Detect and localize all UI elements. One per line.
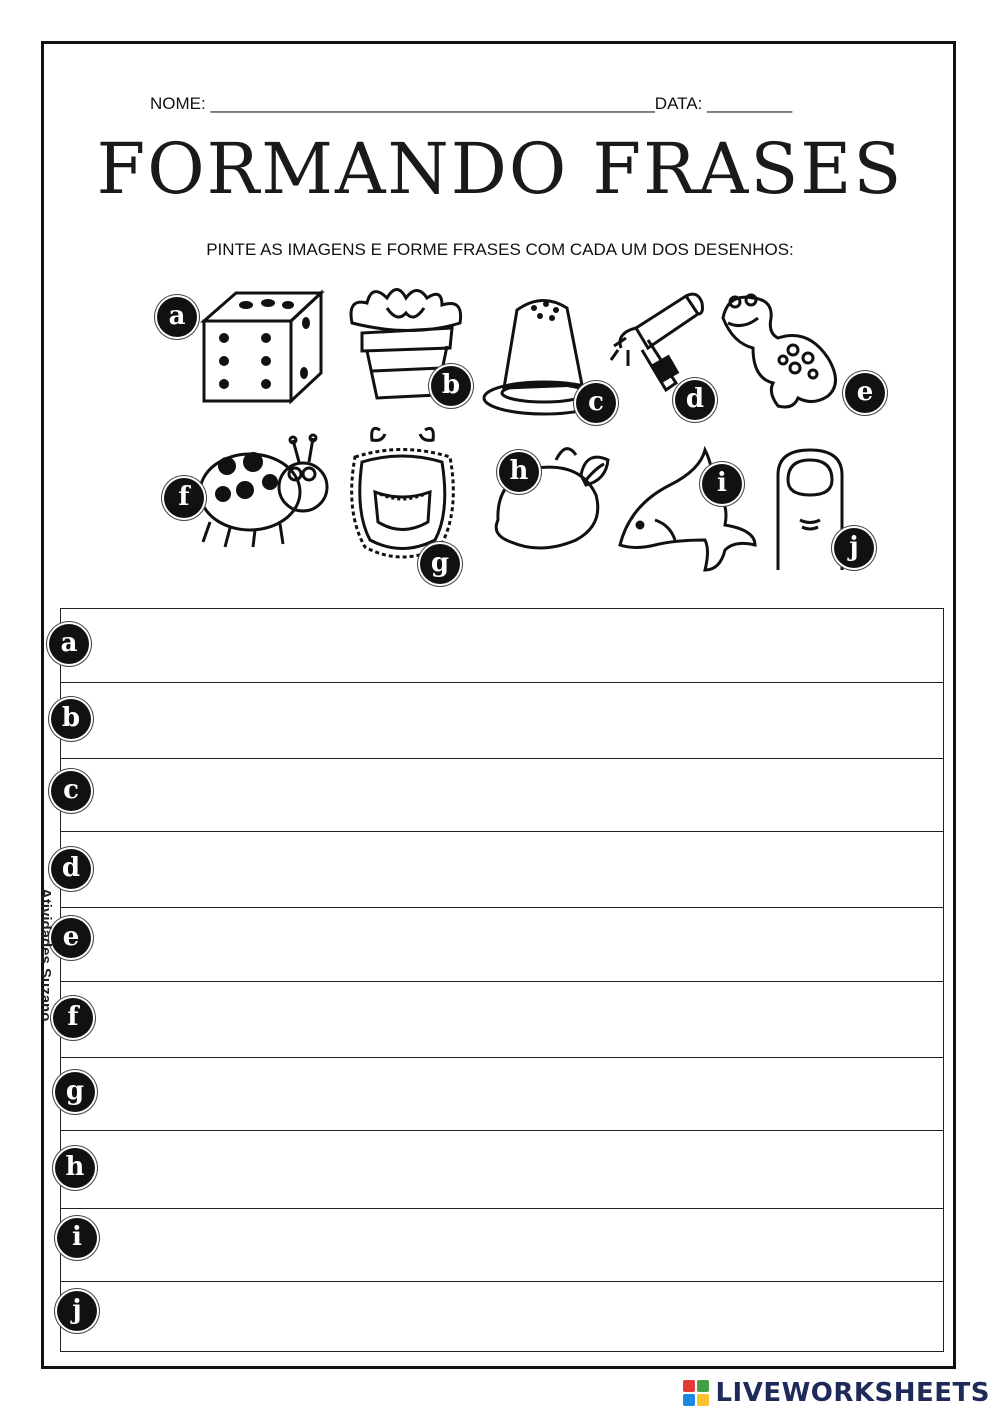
picture-badge-e: e [845, 373, 885, 413]
instruction-text: PINTE AS IMAGENS E FORME FRASES COM CADA UM DOS DESENHOS: [206, 240, 794, 259]
row-badge-b: b [51, 699, 91, 739]
picture-badge-h: h [499, 452, 539, 492]
picture-badge-f: f [164, 478, 204, 518]
row-badge-g: g [55, 1072, 95, 1112]
dinosaur-icon [713, 288, 853, 413]
picture-badge-j: j [834, 528, 874, 568]
picture-badge-g: g [420, 544, 460, 584]
brand-text: LIVEWORKSHEETS [715, 1378, 990, 1408]
answer-line-a[interactable] [61, 609, 943, 683]
row-badge-f: f [53, 998, 93, 1038]
row-badge-j: j [57, 1291, 97, 1331]
answer-line-b[interactable] [61, 682, 943, 759]
answer-line-f[interactable] [61, 981, 943, 1058]
brand-logo [683, 1378, 990, 1408]
picture-badge-i: i [702, 464, 742, 504]
answer-line-h[interactable] [61, 1130, 943, 1209]
watermark-side-text: Atividades Suzano [37, 888, 54, 1022]
row-badge-i: i [57, 1218, 97, 1258]
row-badge-h: h [55, 1148, 95, 1188]
answer-line-g[interactable] [61, 1057, 943, 1131]
picture-badge-c: c [576, 383, 616, 423]
liveworksheets-icon [683, 1380, 709, 1406]
dolphin-icon [615, 445, 760, 573]
page-title: FORMANDO FRASES [96, 128, 904, 210]
name-date-line: NOME: _______________________________________________DATA: _________ [150, 94, 793, 113]
row-badge-e: e [51, 918, 91, 958]
row-badge-d: d [51, 849, 91, 889]
picture-badge-a: a [157, 297, 197, 337]
answer-line-j[interactable] [61, 1281, 943, 1351]
answer-line-c[interactable] [61, 758, 943, 832]
picture-badge-d: d [675, 380, 715, 420]
answer-line-e[interactable] [61, 907, 943, 982]
picture-badge-b: b [431, 366, 471, 406]
ladybug-icon [195, 432, 333, 550]
row-badge-c: c [51, 771, 91, 811]
dice-icon [196, 283, 326, 408]
row-badge-a: a [49, 624, 89, 664]
answer-line-i[interactable] [61, 1208, 943, 1282]
answer-lines-box [60, 608, 944, 1352]
answer-line-d[interactable] [61, 831, 943, 908]
